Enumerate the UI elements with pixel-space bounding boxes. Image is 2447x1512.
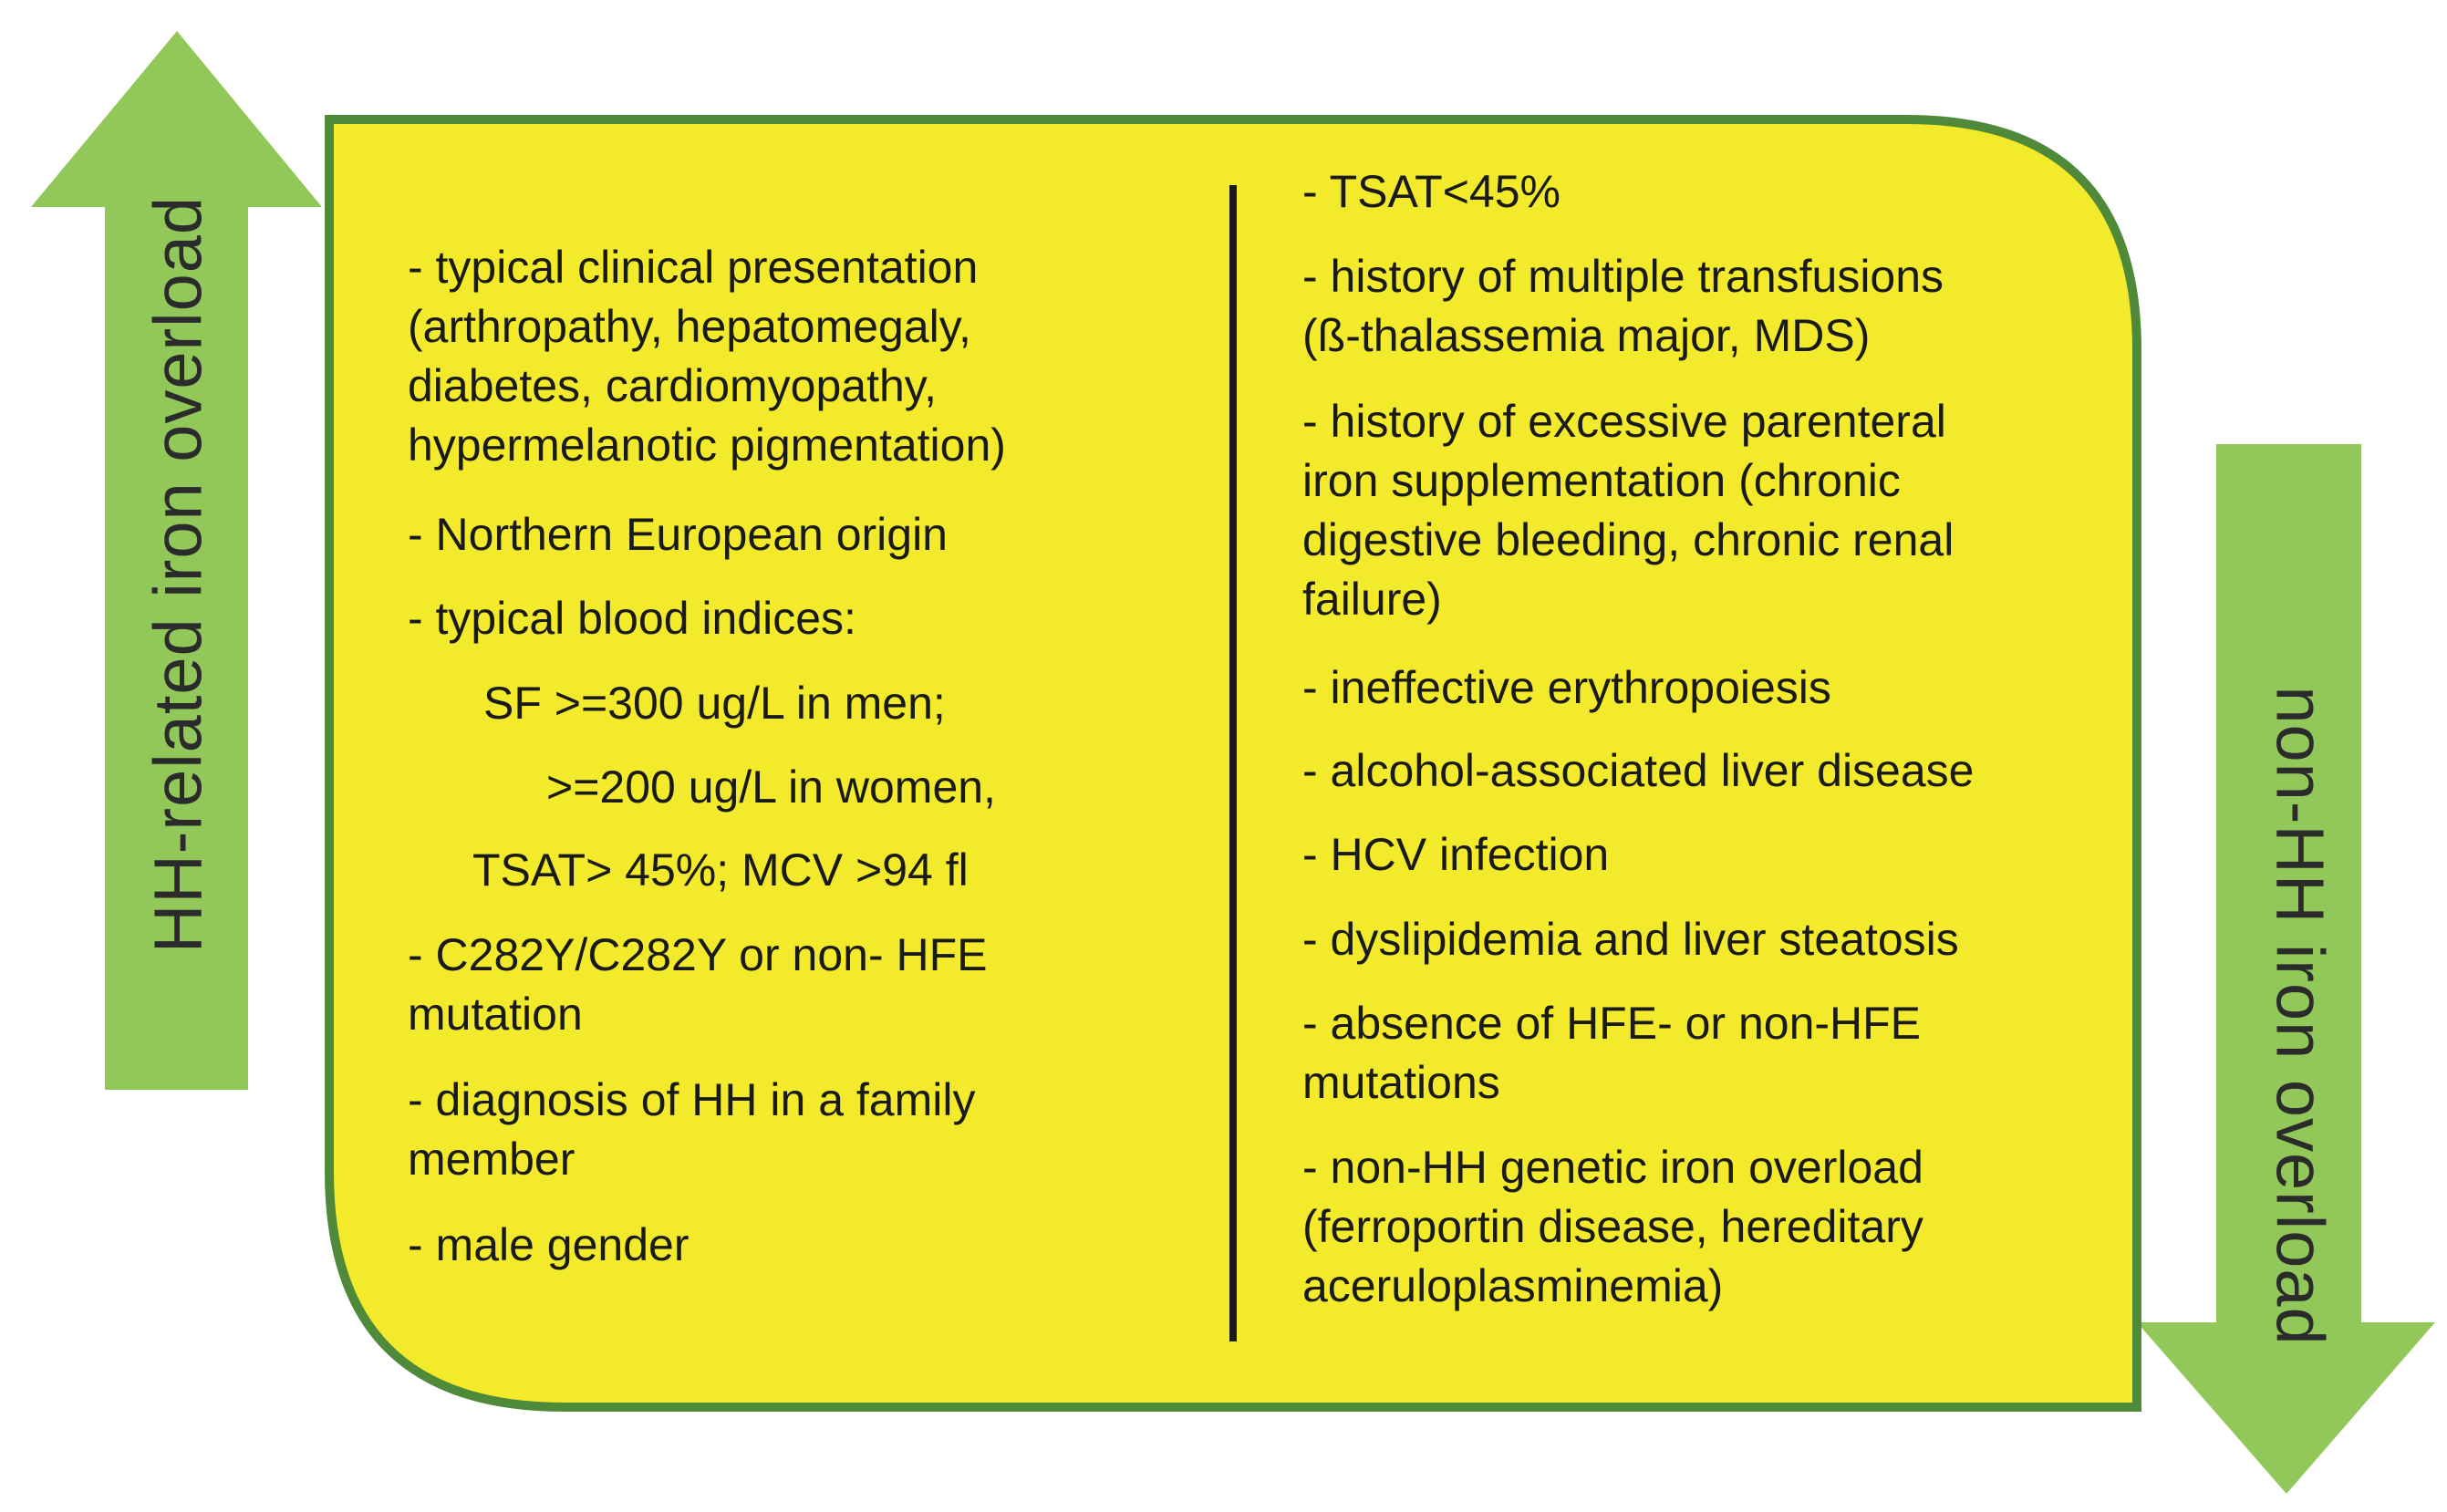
criterion-line: diabetes, cardiomyopathy,	[408, 360, 937, 411]
criterion-line: TSAT> 45%; MCV >94 fl	[472, 844, 969, 896]
criterion-line: aceruloplasminemia)	[1302, 1260, 1724, 1311]
criterion-line: SF >=300 ug/L in men;	[483, 678, 946, 729]
criterion-item	[408, 589, 856, 648]
criterion-item	[1302, 910, 1959, 969]
criterion-line: >=200 ug/L in women,	[546, 761, 996, 813]
criterion-line: (arthropathy, hepatomegaly,	[408, 301, 971, 352]
criterion-line: - dyslipidemia and liver steatosis	[1302, 914, 1959, 965]
criterion-item	[408, 505, 948, 564]
criterion-item	[1302, 392, 1954, 629]
criterion-line: (ferroportin disease, hereditary	[1302, 1201, 1923, 1252]
criterion-item	[408, 926, 988, 1044]
right-arrow-label: non-HH iron overload	[2262, 686, 2338, 1346]
criterion-item	[408, 238, 1006, 475]
criterion-line: hypermelanotic pigmentation)	[408, 419, 1006, 471]
criterion-line: - typical clinical presentation	[408, 242, 979, 293]
column-divider	[1229, 185, 1237, 1341]
criterion-line: - C282Y/C282Y or non- HFE	[408, 929, 988, 980]
criterion-line: (ß-thalassemia major, MDS)	[1302, 310, 1871, 361]
criterion-line: - non-HH genetic iron overload	[1302, 1142, 1923, 1193]
criterion-line: - alcohol-associated liver disease	[1302, 745, 1975, 796]
criterion-line: iron supplementation (chronic	[1302, 455, 1901, 506]
criterion-line: - HCV infection	[1302, 829, 1610, 880]
criterion-line: - TSAT<45%	[1302, 166, 1560, 217]
criterion-item	[1302, 658, 1831, 718]
left-arrow-label: HH-related iron overload	[140, 195, 216, 954]
criterion-item	[408, 1216, 690, 1275]
criterion-line: - ineffective erythropoiesis	[1302, 662, 1831, 713]
criterion-item	[1302, 247, 1944, 366]
criterion-item	[1302, 162, 1560, 222]
criterion-item	[1302, 825, 1609, 885]
criterion-line: - history of multiple transfusions	[1302, 251, 1944, 302]
criterion-item	[546, 758, 996, 817]
criterion-item	[483, 674, 946, 733]
criterion-line: - male gender	[408, 1219, 690, 1270]
criterion-line: failure)	[1302, 574, 1442, 625]
criterion-line: - history of excessive parenteral	[1302, 396, 1946, 447]
criterion-line: - typical blood indices:	[408, 593, 856, 644]
criterion-line: - absence of HFE- or non-HFE	[1302, 998, 1922, 1049]
criterion-item	[1302, 994, 1921, 1113]
criterion-line: - diagnosis of HH in a family	[408, 1074, 976, 1125]
criterion-line: mutation	[408, 989, 583, 1040]
criterion-item	[408, 1071, 975, 1189]
criterion-line: - Northern European origin	[408, 509, 948, 560]
criterion-line: mutations	[1302, 1057, 1500, 1108]
criterion-line: digestive bleeding, chronic renal	[1302, 514, 1954, 565]
criterion-item	[472, 841, 969, 900]
criterion-line: member	[408, 1134, 575, 1185]
criterion-item	[1302, 741, 1974, 801]
criterion-item	[1302, 1138, 1923, 1316]
